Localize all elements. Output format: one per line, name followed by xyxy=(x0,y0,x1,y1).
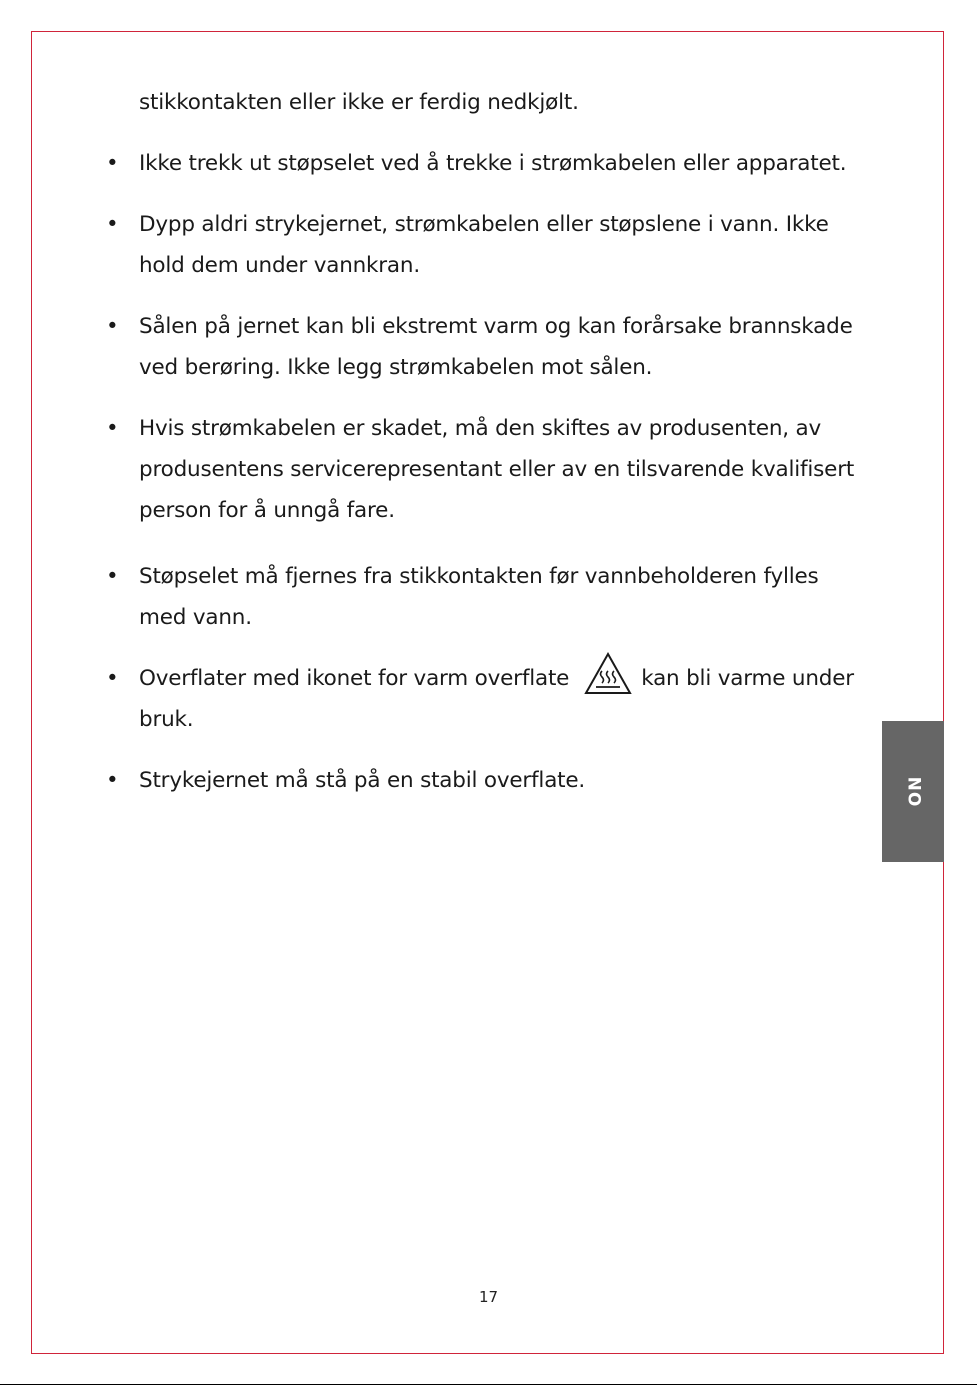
bullet-icon: • xyxy=(106,314,119,339)
list-item-line: hold dem under vannkran. xyxy=(139,253,420,278)
list-item-line: med vann. xyxy=(139,605,252,630)
list-item-line: Støpselet må fjernes fra stikkontakten før vannbeholderen fylles xyxy=(139,564,819,589)
language-tab xyxy=(882,721,944,862)
list-item xyxy=(106,658,876,740)
list-item xyxy=(106,760,876,801)
list-item-line: Strykejernet må stå på en stabil overflate. xyxy=(139,768,586,793)
hot-surface-warning-icon xyxy=(583,651,633,697)
safety-instructions xyxy=(106,82,876,801)
lead-line: stikkontakten eller ikke er ferdig nedkjølt. xyxy=(139,90,579,115)
list-item xyxy=(106,306,876,388)
list-item-text: kan bli varme under xyxy=(641,666,854,691)
bullet-icon: • xyxy=(106,564,119,589)
list-item-text: Overflater med ikonet for varm overflate xyxy=(139,666,570,691)
list-item-line: Dypp aldri strykejernet, strømkabelen eller støpslene i vann. Ikke xyxy=(139,212,829,237)
list-item-line: Hvis strømkabelen er skadet, må den skiftes av produsenten, av xyxy=(139,416,822,441)
bullet-icon: • xyxy=(106,151,119,176)
list-item-line: Sålen på jernet kan bli ekstremt varm og kan forårsake brannskade xyxy=(139,314,853,339)
list-item xyxy=(106,408,876,531)
list-item-line: person for å unngå fare. xyxy=(139,498,395,523)
bullet-icon: • xyxy=(106,212,119,237)
bottom-divider xyxy=(0,1384,977,1385)
list-item-line: produsentens servicerepresentant eller av en tilsvarende kvalifisert xyxy=(139,457,855,482)
bullet-icon: • xyxy=(106,416,119,441)
language-tab-label: NO xyxy=(903,776,923,807)
list-item xyxy=(106,143,876,184)
page-number: 17 xyxy=(478,1288,499,1306)
bullet-icon: • xyxy=(106,666,119,691)
list-item-line: Ikke trekk ut støpselet ved å trekke i strømkabelen eller apparatet. xyxy=(139,151,847,176)
list-item-line: bruk. xyxy=(139,707,194,732)
list-item xyxy=(106,204,876,286)
list-item-line: ved berøring. Ikke legg strømkabelen mot sålen. xyxy=(139,355,653,380)
list-item-line xyxy=(139,658,876,699)
list-item xyxy=(106,556,876,638)
bullet-icon: • xyxy=(106,768,119,793)
